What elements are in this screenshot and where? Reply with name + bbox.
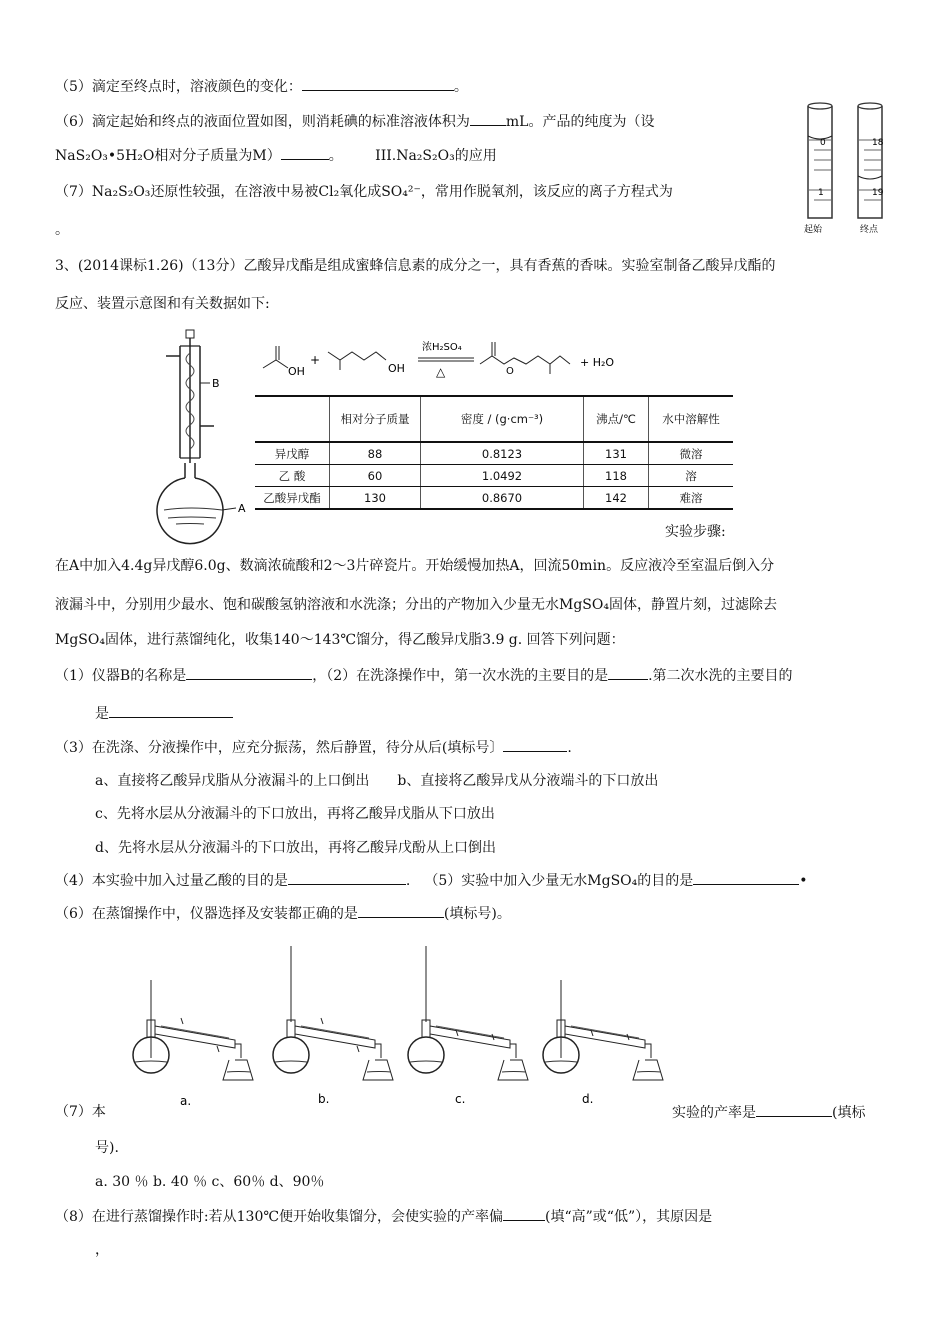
q2-text: ，（2）在洗涤操作中，第一次水洗的主要目的是 [312,668,609,684]
question-7-line2: 号). [95,1140,119,1156]
problem-3-line1: 3、(2014课标1.26)（13分）乙酸异戊酯是组成蜜蜂信息素的成分之一，具有香蕉的香味。实验室制备乙酸异戊酯的 [55,258,776,274]
question-7-start: （7）本 [55,1104,106,1120]
reaction-equation [258,330,628,390]
q5-end: • [799,873,808,889]
table-cell: 乙酸异戊酯 [255,487,330,510]
table-cell: 1.0492 [421,465,584,487]
table-cell: 0.8670 [421,487,584,510]
table-header: 沸点/℃ [584,396,649,442]
q6-formula: S₂O₃•5H₂O [75,148,155,164]
heat-symbol: △ [436,365,446,379]
burette-figure [800,100,900,240]
table-row [255,465,733,487]
q3-answer-blank[interactable] [503,737,567,752]
setup-label-b: b. [318,1092,330,1106]
table-cell: 142 [584,487,649,510]
q7-end: (填标 [832,1105,866,1121]
question-8-line2: ， [95,1242,109,1258]
burette-tick-0: 0 [820,138,826,148]
setup-label-a: a. [180,1094,192,1108]
table-header-row [255,396,733,442]
q2-second-blank[interactable] [109,703,233,718]
water-product: + H₂O [580,356,615,369]
burette-start [808,103,832,218]
table-header: 密度 / (g·cm⁻³) [421,396,584,442]
burette-end [858,103,882,218]
table-header: 相对分子质量 [330,396,421,442]
q3-text: （3）在洗涤、分液操作中，应充分振荡，然后静置，待分从后(填标号〕 [55,740,504,756]
steps-line2: 液漏斗中，分别用少最水、饱和碳酸氢钠溶液和水洗涤；分出的产物加入少量无水MgSO₄固体，静置片刻，过滤除去 [55,597,777,613]
burette-tick-18: 18 [872,138,884,148]
question-7-options: a. 30 ％ b. 40 ％ c、60％ d、90％ [95,1174,325,1190]
table-header [255,396,330,442]
q6b-answer-blank[interactable] [358,903,444,918]
distillation-setup-a [133,980,253,1080]
q7-answer-blank[interactable] [756,1102,832,1117]
question-6-line1 [55,111,654,132]
setup-label-c: c. [455,1092,466,1106]
distillation-setup-c [408,946,528,1080]
question-3-line [55,737,572,758]
question-6-line2 [55,145,497,166]
question-5-line [55,76,468,97]
q3-options-ab [95,771,658,791]
question-8-line [55,1206,712,1227]
distillation-setup-b [273,946,393,1080]
q6-purity-blank[interactable] [281,145,329,160]
q8-end: (填“高”或“低”），其原因是 [545,1209,713,1225]
q2-first-blank[interactable] [608,665,648,680]
table-cell: 乙 酸 [255,465,330,487]
q6-period: 。 [328,148,343,164]
q2-text-b: .第二次水洗的主要目的 [648,668,793,684]
q8-answer-blank[interactable] [503,1206,545,1221]
q3-option-c: c、先将水层从分液漏斗的下口放出，再将乙酸异戊脂从下口放出 [95,806,495,822]
table-row [255,487,733,510]
steps-line3: MgSO₄固体，进行蒸馏纯化，收集140～143℃馏分，得乙酸异戊脂3.9 g. 回答下列问题： [55,632,625,648]
distillation-setup-d [543,980,663,1080]
q6-text: （6）滴定起始和终点的液面位置如图，则消耗碘的标准溶液体积为 [55,114,470,130]
q5-text: （5）实验中加入少量无水MgSO₄的目的是 [424,873,694,889]
q7-mid: 实验的产率是 [672,1105,756,1121]
table-cell: 溶 [649,465,734,487]
q6-mass-text: 相对分子质量为M） [154,148,281,164]
problem-3-line2: 反应、装置示意图和有关数据如下: [55,296,270,312]
q4-end: . [405,873,411,889]
catalyst-label: 浓H₂SO₄ [422,342,462,353]
q8-text: （8）在进行蒸馏操作时:若从130℃便开始收集馏分，会使实验的产率偏 [55,1209,504,1225]
q5-text: （5）滴定至终点时，溶液颜色的变化： [55,79,302,95]
table-cell: 微溶 [649,442,734,465]
question-7a-line1: （7）Na₂S₂O₃还原性较强，在溶液中易被Cl₂氧化成SO₄²⁻，常用作脱氧剂，该反应的离子方程式为 [55,184,673,200]
table-row [255,442,733,465]
steps-heading: 实验步骤: [665,524,726,540]
q6-volume-blank[interactable] [470,111,506,126]
question-7a-line2: 。 [55,222,69,238]
acetic-acid-oh: OH [288,365,305,378]
q6b-text: （6）在蒸馏操作中，仪器选择及安装都正确的是 [55,906,358,922]
table-cell: 118 [584,465,649,487]
distillation-figures [125,940,675,1110]
burette-tick-19: 19 [872,188,884,198]
question-2-line2 [95,703,233,724]
reflux-apparatus [158,328,258,533]
alcohol-oh: OH [388,362,405,375]
q4-text: （4）本实验中加入过量乙酸的目的是 [55,873,288,889]
q6-formula-prefix: Na [55,148,76,164]
table-cell: 难溶 [649,487,734,510]
q3-option-a: a、直接将乙酸异戊脂从分液漏斗的上口倒出 [95,773,370,789]
table-cell: 60 [330,465,421,487]
q3-option-b: b、直接将乙酸异戊从分液端斗的下口放出 [397,773,659,789]
q1-text: （1）仪器B的名称是 [55,668,187,684]
q5b-answer-blank[interactable] [693,870,799,885]
q3-end: . [567,740,572,756]
ester-oxygen: O [506,366,514,377]
section-3-heading: III.Na₂S₂O₃的应用 [375,148,497,164]
q6-unit: mL。产品的纯度为（设 [505,114,655,130]
table-cell: 异戊醇 [255,442,330,465]
table-cell: 88 [330,442,421,465]
table-cell: 131 [584,442,649,465]
reaction-plus: + [310,353,321,367]
label-a: A [238,502,246,515]
burette-end-label: 终点 [860,225,879,235]
question-7-rest [672,1102,865,1123]
steps-line1: 在A中加入4.4g异戊醇6.0g、数滴浓硫酸和2～3片碎瓷片。开始缓慢加热A，回流50min。反应液冷至室温后倒入分 [55,558,775,574]
burette-tick-1: 1 [818,188,824,198]
table-header: 水中溶解性 [649,396,734,442]
setup-label-d: d. [582,1092,594,1106]
burette-start-label: 起始 [804,225,823,235]
table-cell: 130 [330,487,421,510]
question-6b-line [55,903,511,924]
q5-tail: 。 [453,79,468,95]
question-4-5-line [55,870,808,891]
label-b: B [212,377,220,390]
q5-answer-blank[interactable] [302,76,454,91]
question-1-2-line [55,665,793,686]
q2-text-c: 是 [95,706,109,722]
q4-answer-blank[interactable] [288,870,406,885]
q6b-end: (填标号)。 [443,906,511,922]
q3-option-d: d、先将水层从分液漏斗的下口放出，再将乙酸异戊酚从上口倒出 [95,840,496,856]
property-table [255,395,733,510]
table-cell: 0.8123 [421,442,584,465]
q1-answer-blank[interactable] [186,665,312,680]
